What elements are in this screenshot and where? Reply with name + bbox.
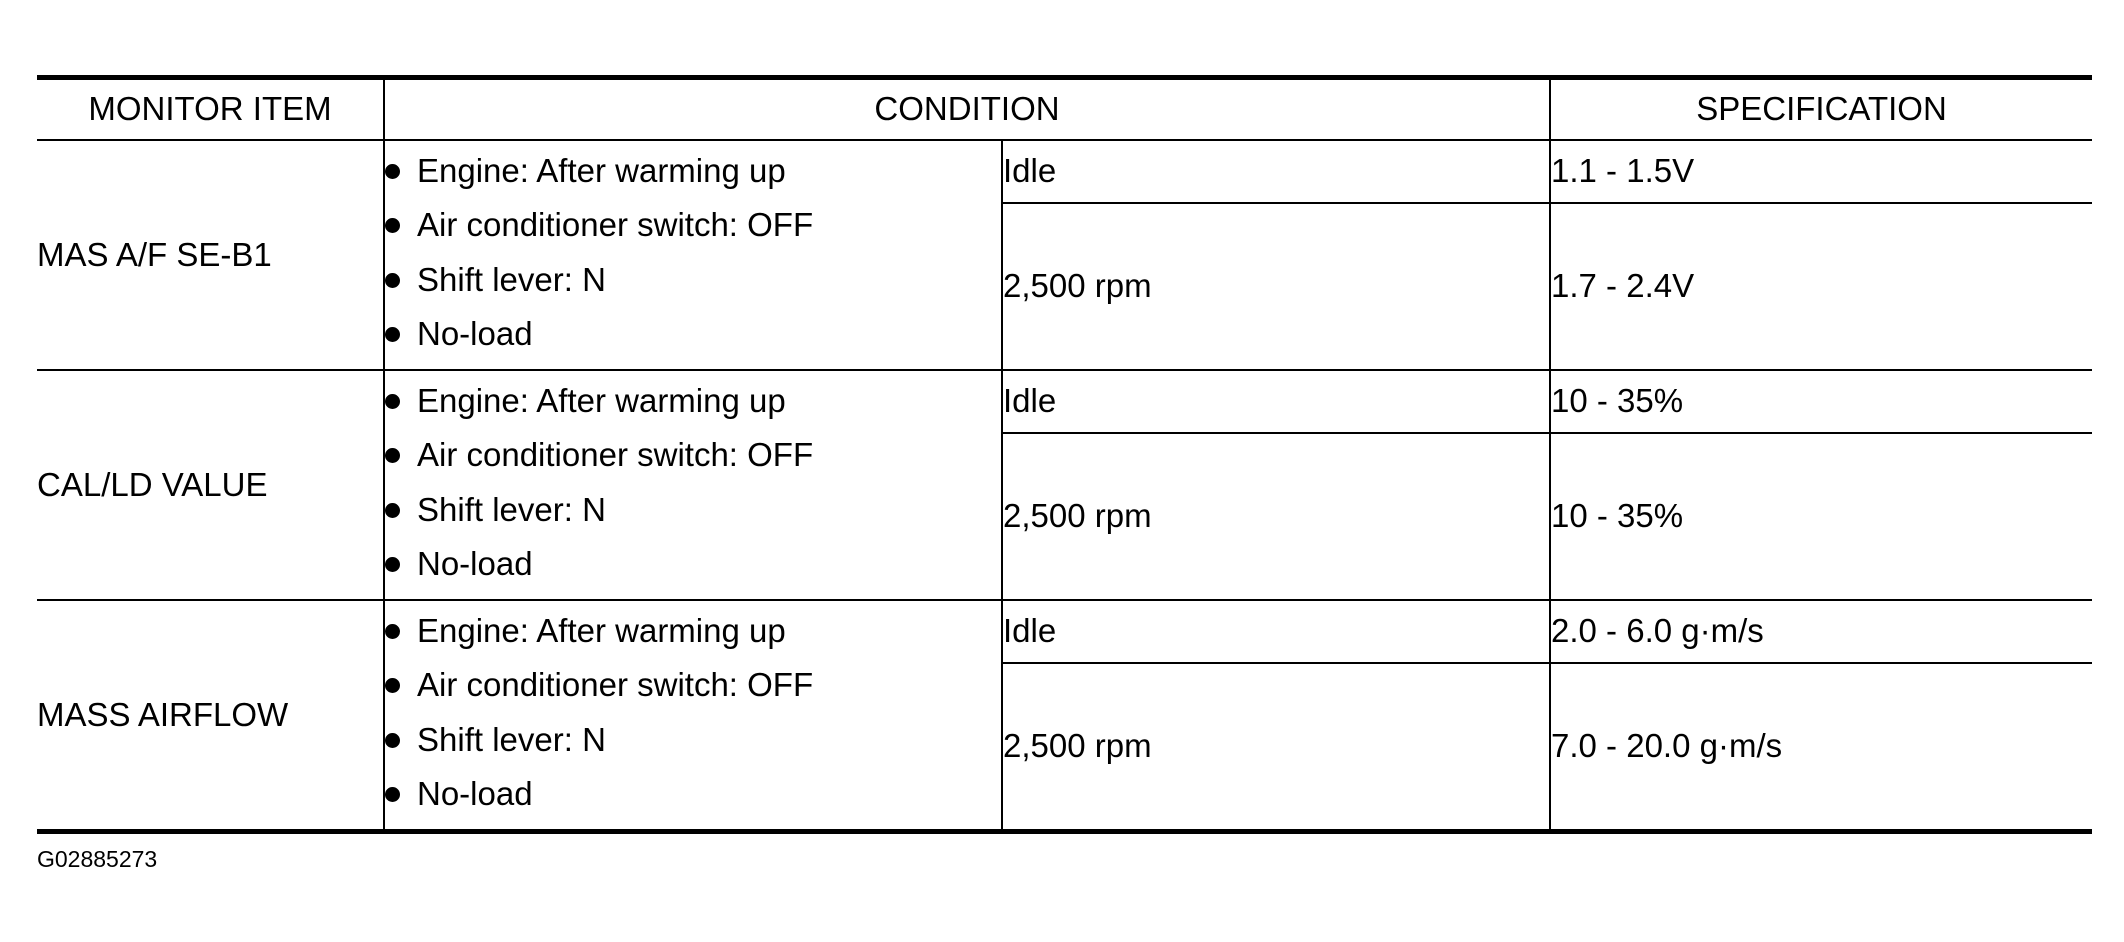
bullet-icon — [385, 503, 400, 518]
list-item — [385, 544, 1001, 599]
condition-list-cell — [384, 140, 1002, 370]
condition-text: Engine: After warming up — [417, 611, 786, 649]
condition-text: Engine: After warming up — [417, 151, 786, 189]
condition-text: No-load — [417, 775, 533, 812]
bullet-icon — [385, 327, 400, 342]
list-item — [385, 774, 1001, 829]
list-item — [385, 435, 1001, 490]
engine-state-cell: 2,500 rpm — [1002, 433, 1550, 600]
list-item — [385, 314, 1001, 369]
header-row — [37, 78, 2092, 140]
engine-state-cell: 2,500 rpm — [1002, 203, 1550, 370]
engine-state-cell: Idle — [1002, 370, 1550, 433]
table-group — [37, 600, 2092, 832]
table-row — [37, 600, 2092, 664]
engine-state-cell: Idle — [1002, 140, 1550, 203]
bullet-icon — [385, 164, 400, 179]
list-item — [385, 720, 1001, 775]
table-group — [37, 140, 2092, 370]
specification-cell: 7.0 - 20.0 g·m/s — [1550, 663, 2092, 831]
condition-list — [385, 371, 1001, 599]
table-row — [37, 370, 2092, 433]
specification-cell: 10 - 35% — [1550, 433, 2092, 600]
bullet-icon — [385, 218, 400, 233]
list-item — [385, 490, 1001, 545]
condition-list-cell — [384, 370, 1002, 600]
condition-list — [385, 141, 1001, 369]
header-monitor-item: MONITOR ITEM — [37, 78, 384, 140]
engine-state-cell: 2,500 rpm — [1002, 663, 1550, 831]
condition-text: Engine: After warming up — [417, 381, 786, 419]
condition-text: Air conditioner switch: OFF — [417, 436, 814, 473]
condition-list-cell — [384, 600, 1002, 832]
list-item — [385, 611, 1001, 666]
list-item — [385, 381, 1001, 436]
bullet-icon — [385, 394, 400, 409]
bullet-icon — [385, 787, 400, 802]
condition-text: Air conditioner switch: OFF — [417, 206, 814, 243]
specification-cell: 1.7 - 2.4V — [1550, 203, 2092, 370]
list-item — [385, 665, 1001, 720]
figure-id: G02885273 — [37, 846, 158, 872]
header-specification: SPECIFICATION — [1550, 78, 2092, 140]
bullet-icon — [385, 733, 400, 748]
list-item — [385, 151, 1001, 206]
bullet-icon — [385, 624, 400, 639]
bullet-icon — [385, 557, 400, 572]
bullet-icon — [385, 273, 400, 288]
condition-text: Shift lever: N — [417, 260, 606, 298]
header-condition: CONDITION — [384, 78, 1550, 140]
monitor-item-cell: MAS A/F SE-B1 — [37, 140, 384, 370]
condition-list — [385, 601, 1001, 829]
bullet-icon — [385, 448, 400, 463]
condition-text: Shift lever: N — [417, 720, 606, 758]
condition-text: Shift lever: N — [417, 490, 606, 528]
condition-text: No-load — [417, 315, 533, 352]
monitor-item-cell: MASS AIRFLOW — [37, 600, 384, 832]
specification-cell: 2.0 - 6.0 g·m/s — [1550, 600, 2092, 664]
list-item — [385, 205, 1001, 260]
specification-cell: 10 - 35% — [1550, 370, 2092, 433]
condition-text: No-load — [417, 545, 533, 582]
table-row — [37, 140, 2092, 203]
condition-text: Air conditioner switch: OFF — [417, 666, 814, 703]
specification-cell: 1.1 - 1.5V — [1550, 140, 2092, 203]
engine-state-cell: Idle — [1002, 600, 1550, 664]
monitor-item-cell: CAL/LD VALUE — [37, 370, 384, 600]
list-item — [385, 260, 1001, 315]
table-group — [37, 370, 2092, 600]
spec-table — [37, 75, 2092, 834]
bullet-icon — [385, 678, 400, 693]
